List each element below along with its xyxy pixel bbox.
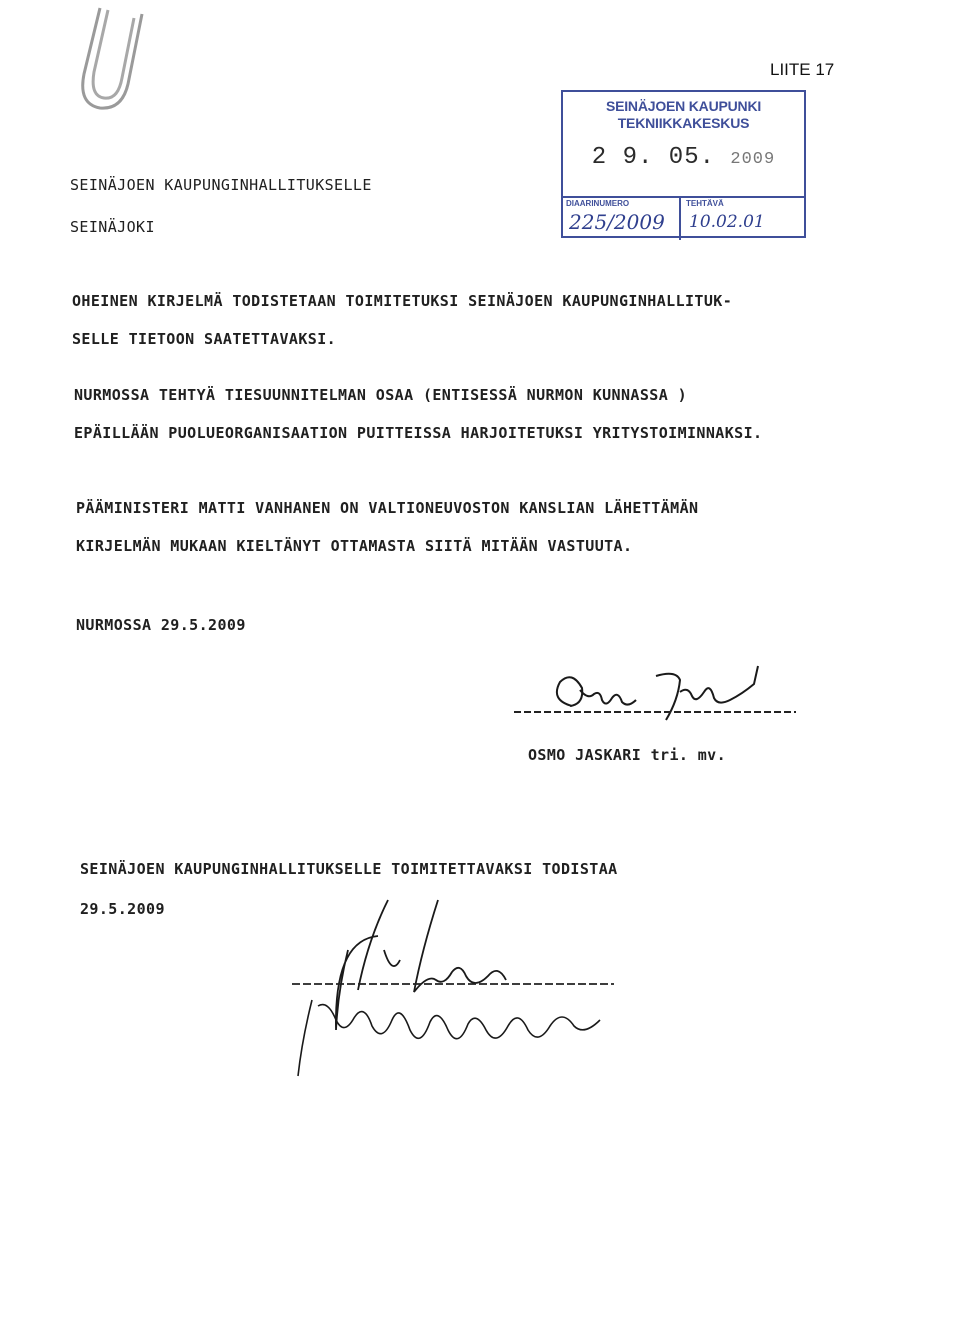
stamp-task-cell xyxy=(683,198,804,240)
paragraph2-line2: EPÄILLÄÄN PUOLUEORGANISAATION PUITTEISSA HARJOITETUKSI YRITYSTOIMINNAKSI. xyxy=(74,424,763,442)
recipient-line1: SEINÄJOEN KAUPUNGINHALLITUKSELLE xyxy=(70,176,372,194)
attestation-date: 29.5.2009 xyxy=(80,900,165,918)
paragraph3-line2: KIRJELMÄN MUKAAN KIELTÄNYT OTTAMASTA SIITÄ MITÄÄN VASTUUTA. xyxy=(76,537,633,555)
signature-jaskari xyxy=(510,660,800,730)
stamp-diary-cell xyxy=(563,198,681,240)
receipt-stamp xyxy=(561,90,806,238)
stamp-task-label: TEHTÄVÄ xyxy=(686,199,724,208)
signer-name: OSMO JASKARI tri. mv. xyxy=(528,746,727,764)
stamp-org-line1: SEINÄJOEN KAUPUNKI xyxy=(605,98,762,114)
stamp-fields xyxy=(563,196,804,240)
annex-label: LIITE 17 xyxy=(770,60,835,79)
paragraph1-line1: OHEINEN KIRJELMÄ TODISTETAAN TOIMITETUKSI SEINÄJOEN KAUPUNGINHALLITUK- xyxy=(72,292,733,310)
place-date: NURMOSSA 29.5.2009 xyxy=(76,616,246,634)
stamp-date-daymonth: 2 9. 05. xyxy=(591,144,715,171)
signature-attestation xyxy=(288,880,618,1080)
stamp-date xyxy=(563,144,804,171)
stamp-date-year: 2009 xyxy=(730,150,776,169)
stamp-diary-value: 225/2009 xyxy=(569,210,665,234)
stamp-org-line2: TEKNIIKKAKESKUS xyxy=(617,115,750,131)
paperclip-icon xyxy=(70,4,150,112)
paragraph2-line1: NURMOSSA TEHTYÄ TIESUUNNITELMAN OSAA (ENTISESSÄ NURMON KUNNASSA ) xyxy=(74,386,687,404)
recipient-line2: SEINÄJOKI xyxy=(70,218,155,236)
paragraph1-line2: SELLE TIETOON SAATETTAVAKSI. xyxy=(72,330,337,348)
attestation-line1: SEINÄJOEN KAUPUNGINHALLITUKSELLE TOIMITETTAVAKSI TODISTAA xyxy=(80,860,618,878)
stamp-organization xyxy=(563,98,804,132)
paragraph3-line1: PÄÄMINISTERI MATTI VANHANEN ON VALTIONEUVOSTON KANSLIAN LÄHETTÄMÄN xyxy=(76,499,699,517)
stamp-diary-label: DIAARINUMERO xyxy=(566,199,630,208)
stamp-task-value: 10.02.01 xyxy=(689,212,765,232)
